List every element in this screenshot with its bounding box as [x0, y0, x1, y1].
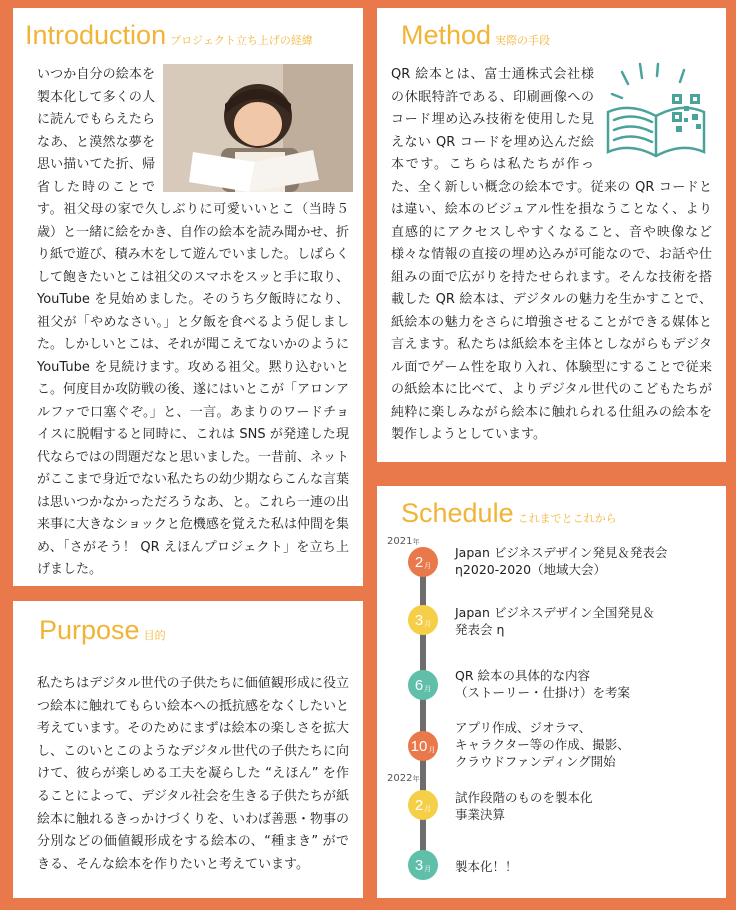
method-subtitle: 実際の手段 — [495, 34, 551, 47]
purpose-title: Purpose — [39, 615, 140, 645]
purpose-card — [13, 601, 363, 898]
timeline-month-marker — [408, 850, 438, 880]
timeline-month-unit: 月 — [424, 563, 432, 570]
schedule-heading — [401, 498, 617, 529]
timeline-month: 2 — [414, 796, 424, 814]
timeline-month-unit: 月 — [424, 686, 432, 693]
timeline-month-marker — [408, 547, 438, 577]
introduction-title: Introduction — [25, 20, 167, 50]
timeline-month-marker — [408, 605, 438, 635]
timeline-event-line: 発表会 η — [455, 622, 505, 637]
timeline-event-line: Japan ビジネスデザイン発見＆発表会 — [455, 545, 668, 560]
timeline-event — [455, 858, 518, 875]
purpose-subtitle: 目的 — [143, 629, 166, 642]
timeline-month-marker — [408, 731, 438, 761]
timeline-month-unit: 月 — [428, 747, 436, 754]
timeline-month: 10 — [410, 737, 428, 755]
introduction-subtitle: プロジェクト立ち上げの経緯 — [170, 34, 313, 47]
timeline-event-line: アプリ作成、ジオラマ、 — [455, 720, 592, 735]
timeline-event-line: QR 絵本の具体的な内容 — [455, 668, 590, 683]
timeline-month-marker — [408, 670, 438, 700]
timeline-month-unit: 月 — [424, 806, 432, 813]
year-label: 2022年 — [387, 773, 420, 784]
schedule-card — [377, 486, 726, 898]
method-text: QR 絵本とは、富士通株式会社様の休眠特許である、印刷画像へのコード埋め込み技術を使用した見えない QR コードを埋め込んだ絵本です。こちらは私たちが作った、全く新しい概念の絵本です。従来の QR コードとは違い、絵本のビジュアル性を損なうことなく、より直感的にアクセスしやすくなること、音や映像など様々な情報の直接の埋め込みが可能なので、お話や仕組みの面で広がりを持たせられます。そんな技術を搭載した QR 絵本は、デジタルの魅力を生かすことで、紙絵本の魅力をさらに増強させることができる媒体と言えます。私たちは紙絵本を主体としながらもデジタル面でゲーム性を取り入れ、体験型にすることで従来の紙絵本に比べて、よりデジタル世代のこどもたちが純粋に楽しみながら絵本に触れられる仕組みの絵本を製作しようとしています。 — [391, 67, 712, 442]
timeline-event-line: 製本化！！ — [455, 859, 518, 874]
timeline-event — [455, 604, 655, 638]
child-reading-photo — [163, 64, 353, 192]
timeline-month-unit: 月 — [424, 621, 432, 628]
introduction-card — [13, 8, 363, 586]
introduction-heading — [25, 20, 349, 60]
method-heading — [401, 20, 712, 60]
schedule-title: Schedule — [401, 498, 514, 528]
timeline-event-line: （ストーリー・仕掛け）を考案 — [455, 685, 631, 700]
timeline-event-line: クラウドファンディング開始 — [455, 754, 616, 769]
year-label: 2021年 — [387, 536, 420, 547]
timeline-event-line: Japan ビジネスデザイン全国発見＆ — [455, 605, 655, 620]
timeline-event — [455, 667, 630, 701]
timeline-event-line: 事業決算 — [455, 807, 506, 822]
timeline-event — [455, 544, 667, 578]
timeline-month: 3 — [414, 611, 424, 629]
timeline-month: 2 — [414, 553, 424, 571]
qr-book-icon — [600, 60, 712, 160]
timeline-line — [420, 548, 426, 876]
timeline-event — [455, 789, 593, 823]
schedule-subtitle: これまでとこれから — [517, 512, 617, 525]
timeline-month: 3 — [414, 856, 424, 874]
timeline-event-line: η2020-2020（地域大会） — [455, 562, 607, 577]
method-card — [377, 8, 726, 462]
timeline-month: 6 — [414, 676, 424, 694]
purpose-heading — [39, 615, 349, 655]
timeline-month-unit: 月 — [424, 866, 432, 873]
purpose-text: 私たちはデジタル世代の子供たちに価値観形成に役立つ絵本に触れてもらい絵本への抵抗感をなくしたいと考えています。そのためにまずは絵本の楽しさを拡大し、このいとこのようなデジタル世代の子供たちに向けて、彼らが楽しめる工夫を凝らした “えほん” を作ることによって、デジタル社会を生きる子供たちが紙絵本に触れるきっかけづくりを、いわば善悪・物事の分別などの価値観形成をする絵本の、“種まき” ができる、そんな絵本を作りたいと考えています。 — [37, 676, 350, 872]
introduction-text: いつか自分の絵本を製本化して多くの人に読んでもらえたらなあ、と漠然な夢を思い描いてた折、帰省した時のことです。祖父母の家で久しぶりに可愛いいとこ（当時５歳）と一緒に絵をかき、自作の絵本を読み聞かせ、折り紙で遊び、積み木をして遊んでいました。しばらくして飽きたいとこは祖父のスマホをスッと手に取り、YouTube を見始めました。そのうち夕飯時になり、祖父が「やめなさい。」と夕飯を食べるよう促しました。しかしいとこは、それが聞こえてないかのように YouTube を見続けます。攻める祖父。黙り込むいとこ。何度目か攻防戦の後、遂にはいとこが「アロンアルファで口塞ぐぞ。」と、一言。あまりのワードチョイスに脱帽すると同時に、これは SNS が発達した現代ならではの問題だなと思いました。一昔前、ネットがここまで身近でない私たちの幼少期ならこんな言葉は思いつかなかっただろうなあ、と。これら一連の出来事に大きなショックと危機感を覚えた私は仲間を集め、「さがそう！ QR えほんプロジェクト」を立ち上げました。 — [37, 67, 350, 577]
timeline-event-line: 試作段階のものを製本化 — [455, 790, 593, 805]
method-title: Method — [401, 20, 492, 50]
timeline-event-line: キャラクター等の作成、撮影、 — [455, 737, 630, 752]
timeline-event — [455, 719, 630, 770]
timeline-month-marker — [408, 790, 438, 820]
